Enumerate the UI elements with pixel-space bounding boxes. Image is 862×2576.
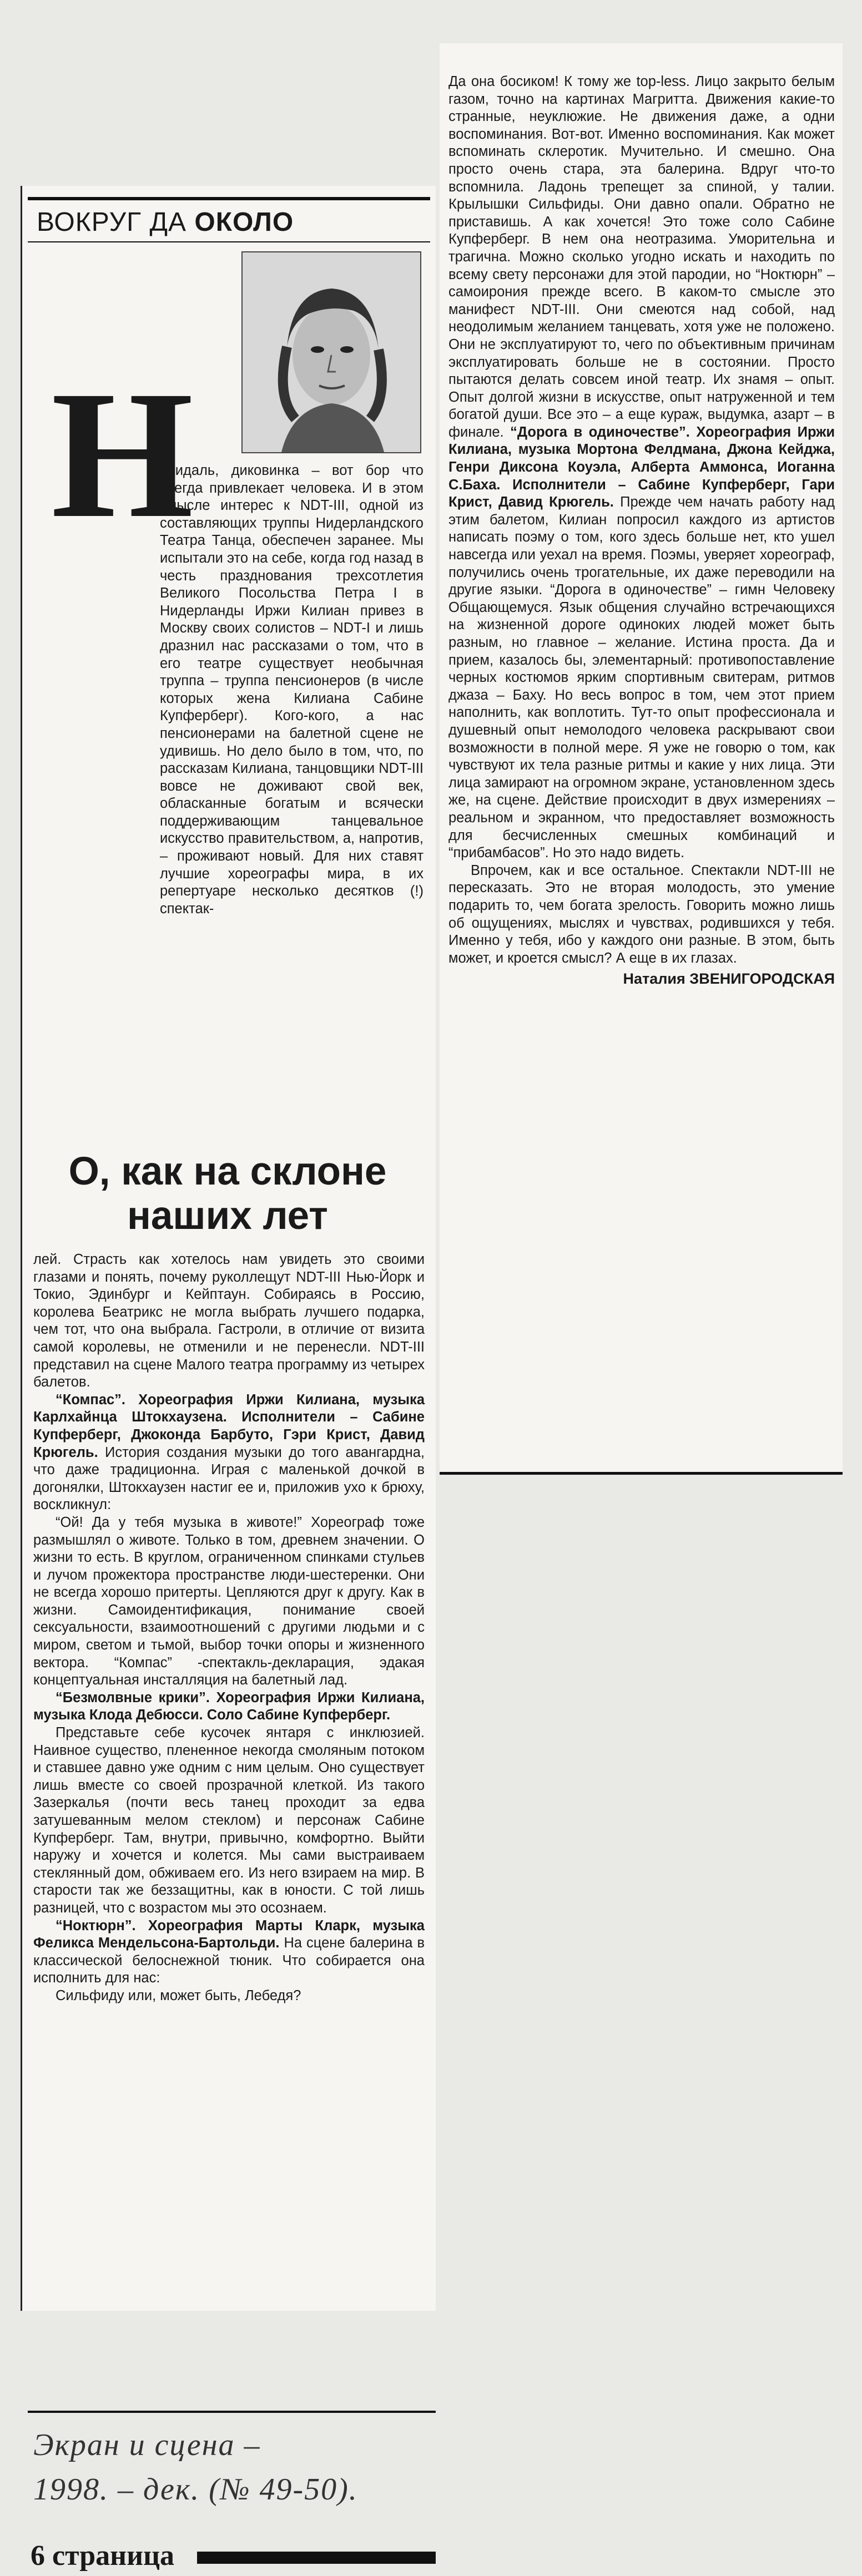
left-column-clipping [21, 186, 436, 2572]
bottom-rule [28, 2411, 436, 2413]
paragraph-nocturne: “Ноктюрн”. Хореография Марты Кларк, музыка Феликса Мендельсона-Бартольди. На сцене балерина в классической белоснежной тюник. Что собирается она исполнить для нас: [33, 1917, 425, 1986]
right-bottom-rule [440, 1472, 843, 1475]
paragraph: “Ой! Да у тебя музыка в животе!” Хореограф тоже размышлял о животе. Только в том, древнем значении. О жизни то есть. В круглом, ограниченном спинками стульев и лучом прожектора пространстве люди-шестеренки. Они не всегда хорошо притерты. Цепляются друг к другу. Как в жизни. Самоидентификация, понимание своей сексуальности, взаимоотношений с другими людьми и с миром, светом и тьмой, выбор точки опоры и жизненного вектора. “Компас” -спектакль-декларация, эдакая концептуальная инсталляция на балетный лад. [33, 1514, 425, 1688]
paragraph-kompas: “Компас”. Хореография Иржи Килиана, музыка Карлхайнца Штокхаузена. Исполнители – Сабине Купферберг, Джоконда Барбуто, Гэри Крист, Давид Крюгель. История создания музыки до того авангардна, что даже традиционна. Играя с маленькой дочкой в догонялки, Штокхаузен настиг ее и, приложив ухо к брюху, воскликнул: [33, 1391, 425, 1513]
paragraph: лей. Страсть как хотелось нам увидеть это своими глазами и понять, почему руколлещут NDT-III Нью-Йорк и Токио, Эдинбург и Кейптаун. Собираясь в Россию, королева Беатрикс не могла выбрать лучшего подарка, чем тот, что она выбрала. Гастроли, в отличие от визита самой королевы, не отменили и не перенесли. NDT-III представил на сцене Малого театра программу из четырех балетов. [33, 1252, 425, 1390]
paragraph: Сильфиду или, может быть, Лебедя? [56, 1987, 301, 2003]
author-portrait [241, 251, 421, 453]
handwritten-source-line2: 1998. – дек. (№ 49-50). [33, 2472, 358, 2507]
page-label-bar [31, 2537, 441, 2576]
author-signature: Наталия ЗВЕНИГОРОДСКАЯ [623, 970, 835, 988]
paragraph: Впрочем, как и все остальное. Спектакли NDT-III не пересказать. Это не вторая молодость, это умение подарить то, чем богата зрелость. Говорить можно лишь об ощущениях, мыслях и чувствах, родившихся у тебя. Именно у тебя, ибо у каждого они разные. В этом, быть может, и кроется смысл? А еще в их глазах. [448, 862, 835, 966]
paragraph: Представьте себе кусочек янтаря с инклюзией. Наивное существо, плененное некогда смоляным потоком и ставшее давно уже одним с ним целым. Оно существует лишь вместе со своей прозрачной клеткой. Из такого Зазеркалья (почти весь танец проходит за едва затушеванным мелом стеклом) и персонаж Сабине Купферберг. Там, внутри, привычно, комфортно. Выйти наружу и хочется и колется. Мы сами выстраиваем стеклянный дом, обживаем его. Из него взираем на мир. В старости так же беззащитны, как в юности. С той лишь разницей, что с возрастом мы это осознаем. [33, 1725, 425, 1916]
rubric-header [28, 197, 430, 242]
rubric-title: ВОКРУГ ДА ОКОЛО [37, 208, 294, 237]
page-bar-decoration [197, 2552, 436, 2564]
article-headline: О, как на склоне наших лет [68, 1150, 387, 1238]
page-label: 6 страница [31, 2540, 175, 2572]
intro-paragraph: евидаль, диковинка – вот бор что всегда привлекает человека. И в этом смысле интерес к NDT-III, одной из составляющих труппы Нидерландского Театра Танца, обеспечен заранее. Мы испытали это на себе, когда год назад в честь празднования трехсотлетия Великого Посольства Петра I в Нидерланды Иржи Килиан привез в Москву своих солистов – NDT-I и лишь дразнил нас рассказами о том, что в его театре существует необычная труппа – труппа пенсионеров (в числе которых жена Килиана Сабине Купферберг). Кого-кого, а нас пенсионерами на балетной сцене не удивишь. Но дело было в том, что, по рассказам Килиана, танцовщики NDT-III вовсе не доживают свой век, обласканные богатым и всячески поддерживающим танцевальное искусство правительством, а, напротив, – проживают новый. Для них ставят лучшие хореографы мира, в их репертуаре несколько десятков (!) спектак- [160, 463, 424, 917]
left-body-text [33, 1251, 425, 2005]
paragraph: Да она босиком! К тому же top-less. Лицо закрыто белым газом, точно на картинах Магритта. Движения какие-то странные, неуклюжие. Не движения даже, а одни воспоминания. Вот-вот. Именно воспоминания. Как может вспоминать склеротик. Мучительно. И смешно. Она просто очень стара, эта балерина. Вдруг что-то вспомнила. Ладонь трепещет за спиной, у талии. Крылышки Сильфиды. Они давно опали. Обратно не приставишь. А как хочется! Это тоже соло Сабине Купферберг. В нем она неотразима. Уморительна и трагична. Можно сколько угодно искать и находить по всему свету персонажи для этой пародии, но “Ноктюрн” – самоирония прежде всего. В каком-то смысле это манифест NDT-III. Они смеются над собой, над неодолимым желанием танцевать, хотя уже не положено. Они не эксплуатируют то, чего по объективным причинам эксплуатировать больше не в состоянии. Просто пытаются делать совсем иной театр. Их знамя – опыт. Опыт долгой жизни в искусстве, опыт натруженной и тем богатой души. Все это – а еще кураж, выдумка, азарт – в финале. “Дорога в одиночестве”. Хореография Иржи Килиана, музыка Мортона Фелдмана, Джона Кейджа, Генри Диксона Коуэла, Алберта Аммонса, Иоганна С.Баха. Исполнители – Сабине Купферберг, Гари Крист, Давид Крюгель. Прежде чем начать работу над этим балетом, Килиан попросил каждого из артистов написать поэму о том, кого здесь больше нет, кто ушел навсегда или уехал на время. Поэмы, уверяет хореограф, получились очень трогательные, их даже переводили на другие языки. “Дорога в одиночестве” – гимн Человеку Общающемуся. Язык общения случайно встречающихся на жизненной дороге одиноких людей может быть разным, но главное – желание. Истина проста. Да и прием, казалось бы, элементарный: противопоставление черных костюмов ярким спортивным свитерам, ритмов джаза – Баху. Но весь вопрос в том, чем этот прием наполнить, как воплотить. Тут-то опыт профессионала и душевный опыт немолодого человека раскрывают свои возможности в полной мере. Я уже не говорю о том, как чувствуют их тела разные ритмы и какие у них лица. Эти лица замирают на огромном экране, установленном здесь же, на сцене. Действие происходит в двух измерениях – реальном и экранном, что предоставляет возможность для бесчисленных смешных комбинаций и “прибамбасов”. Но это надо видеть. [448, 74, 835, 861]
handwritten-source-line1: Экран и сцена – [33, 2428, 261, 2462]
right-column-clipping [440, 43, 843, 1475]
drop-cap: Н [51, 353, 194, 556]
paragraph-silent-cries: “Безмолвные крики”. Хореография Иржи Килиана, музыка Клода Дебюсси. Соло Сабине Купферберг. [33, 1689, 425, 1723]
right-body-text [448, 73, 835, 988]
